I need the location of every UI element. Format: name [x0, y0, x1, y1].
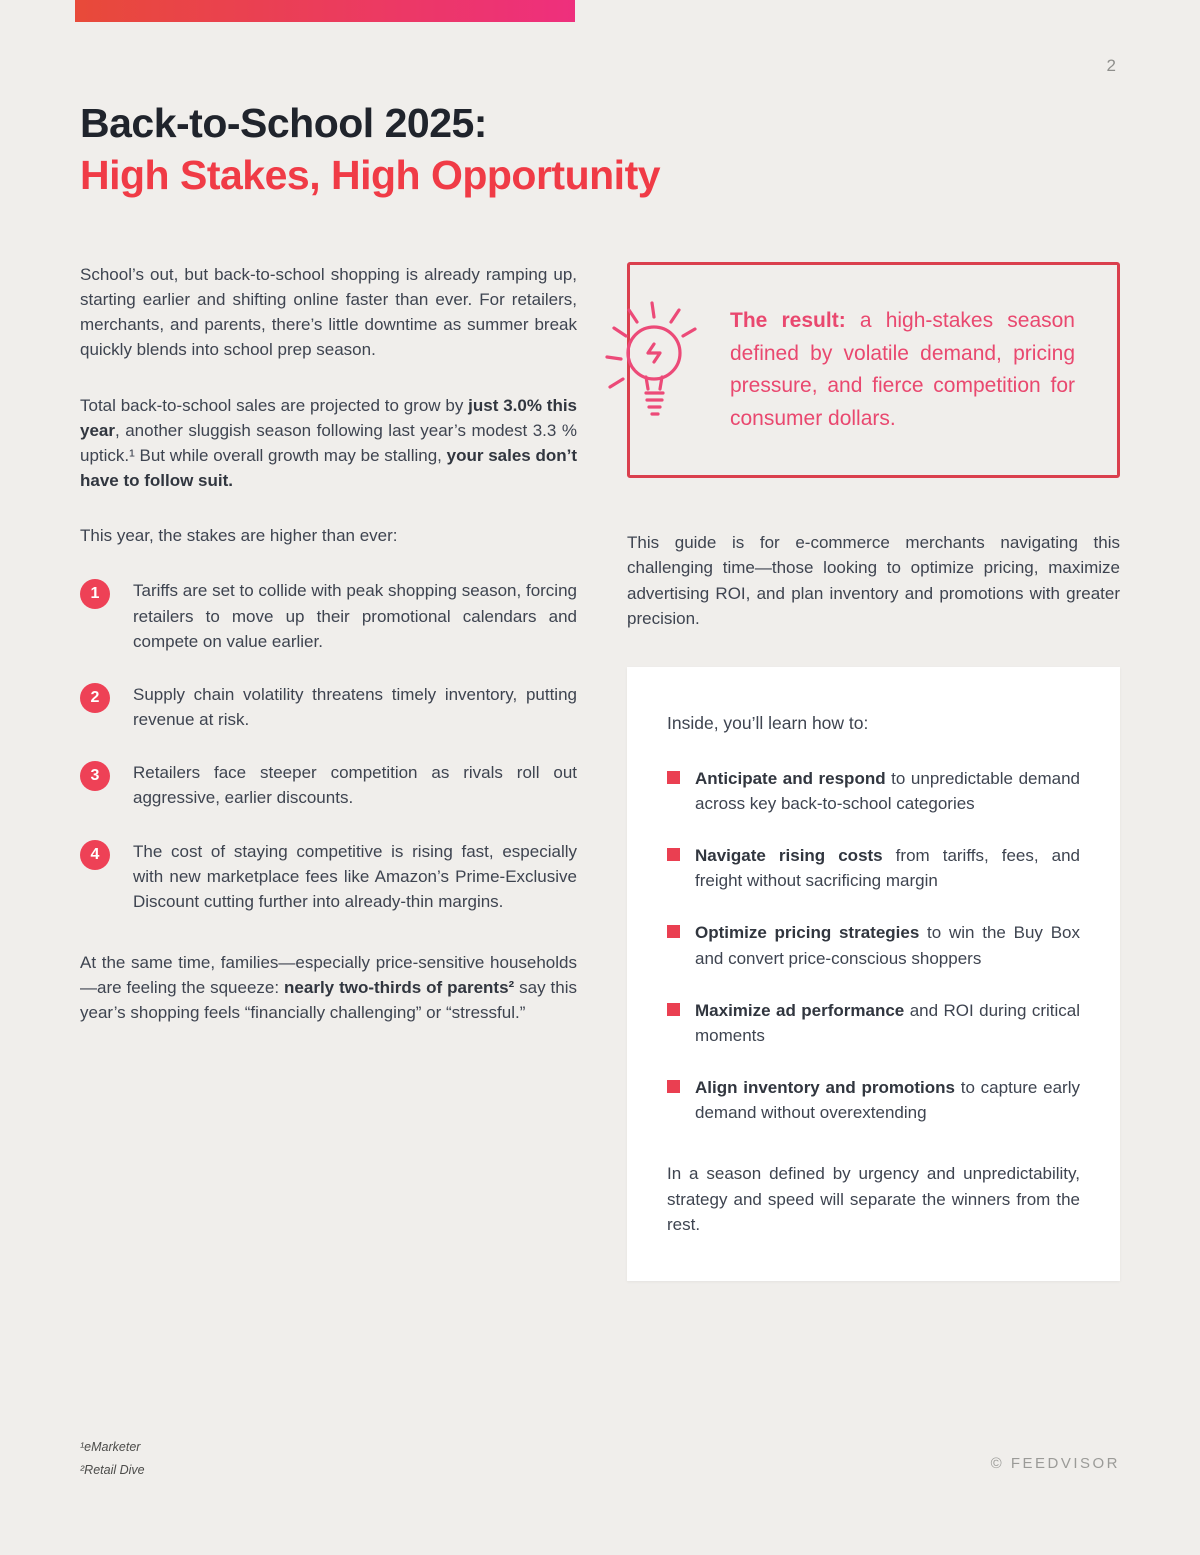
learning-bullet-1 [667, 766, 1080, 816]
list-item-2-text: Supply chain volatility threatens timely inventory, putting revenue at risk. [133, 684, 577, 730]
learnings-intro: Inside, you’ll learn how to: [667, 712, 869, 733]
learning-bullet-2-rest: from tariffs, fees, and freight without sacrificing margin [695, 846, 1080, 891]
growth-text-2: , another sluggish season following last year’s modest 3.3 % uptick.¹ But while overall growth may be stalling, [80, 420, 577, 465]
page-title-line2: High Stakes, High Opportunity [80, 151, 661, 198]
families-bold: nearly two-thirds of parents² [284, 978, 515, 998]
page-title [80, 98, 660, 201]
square-bullet-icon [667, 1080, 680, 1093]
learning-bullet-4 [667, 998, 1080, 1048]
learning-bullet-5-rest: to capture early demand without overextending [695, 1078, 1080, 1123]
accent-gradient-bar [75, 0, 575, 22]
right-column [627, 262, 1120, 1281]
page-number: 2 [1106, 56, 1116, 75]
square-bullet-icon [667, 848, 680, 861]
list-item-4-text: The cost of staying competitive is rising fast, especially with new marketplace fees like Amazon’s Prime-Exclusive Discount cutting further into already-thin margins. [133, 841, 577, 911]
list-item-1-text: Tariffs are set to collide with peak shopping season, forcing retailers to move up their promotional calendars and compete on value earlier. [133, 581, 577, 651]
footnote-1: ¹eMarketer [80, 1440, 141, 1454]
list-item-3-text: Retailers face steeper competition as rivals roll out aggressive, earlier discounts. [133, 763, 577, 808]
footnote-2: ²Retail Dive [80, 1462, 145, 1477]
growth-bold-1: just 3.0% this year [80, 395, 577, 440]
number-badge-4: 4 [80, 840, 110, 870]
learning-bullet-5-bold: Align inventory and promotions [695, 1078, 955, 1098]
families-text-2: say this year’s shopping feels “financially challenging” or “stressful.” [80, 978, 578, 1023]
square-bullet-icon [667, 771, 680, 784]
learning-bullet-1-bold: Anticipate and respond [695, 768, 886, 788]
list-item-3 [80, 760, 577, 810]
feedvisor-brand: © FEEDVISOR [990, 1455, 1120, 1472]
lightbulb-icon [600, 299, 710, 434]
guide-paragraph: This guide is for e-commerce merchants navigating this challenging time—those looking to optimize pricing, maximize advertising ROI, and plan inventory and promotions with greater precision. [627, 533, 1120, 628]
learning-bullet-3-bold: Optimize pricing strategies [695, 923, 920, 943]
growth-bold-2: your sales don’t have to follow suit. [80, 445, 577, 491]
page-title-line1: Back-to-School 2025: [80, 100, 487, 146]
square-bullet-icon [667, 1003, 680, 1016]
number-badge-2: 2 [80, 683, 110, 713]
learning-bullet-3-rest: to win the Buy Box and convert price-conscious shoppers [695, 923, 1080, 968]
learning-bullet-4-bold: Maximize ad performance [695, 1000, 905, 1020]
number-badge-1: 1 [80, 579, 110, 609]
growth-text-1: Total back-to-school sales are projected to grow by [80, 395, 469, 415]
result-callout-lead: The result: [730, 309, 846, 332]
learning-bullet-3-text [695, 920, 1080, 970]
list-item-1 [80, 578, 577, 653]
result-callout-box [627, 262, 1120, 478]
result-callout-body: a high-stakes season defined by volatile demand, pricing pressure, and fierce competition for consumer dollars. [730, 309, 1075, 430]
learning-bullet-3 [667, 920, 1080, 970]
left-column [80, 262, 577, 1055]
intro-paragraph: School’s out, but back-to-school shopping is already ramping up, starting earlier and shifting online faster than ever. For retailers, merchants, and parents, there’s little downtime as summer break quickly blends into school prep season. [80, 265, 577, 360]
stakes-lead-in: This year, the stakes are higher than ever: [80, 526, 398, 546]
learning-bullet-2-bold: Navigate rising costs [695, 846, 883, 866]
growth-paragraph [80, 393, 577, 494]
learning-bullet-4-rest: and ROI during critical moments [695, 1000, 1080, 1045]
learnings-card [627, 667, 1120, 1281]
learning-bullet-1-rest: to unpredictable demand across key back-to-school categories [695, 768, 1080, 813]
families-paragraph [80, 950, 577, 1025]
learning-bullet-5-text [695, 1075, 1080, 1125]
learning-bullet-2 [667, 843, 1080, 893]
list-item-2 [80, 682, 577, 732]
learning-bullet-2-text [695, 843, 1080, 893]
list-item-4 [80, 839, 577, 914]
result-callout-text [730, 305, 1075, 435]
learning-bullet-4-text [695, 998, 1080, 1048]
families-text-1: At the same time, families—especially price-sensitive households—are feeling the squeeze: [80, 952, 577, 998]
learning-bullet-1-text [695, 766, 1080, 816]
footnotes [80, 1436, 145, 1481]
number-badge-3: 3 [80, 761, 110, 791]
learning-bullet-5 [667, 1075, 1080, 1125]
learnings-outro: In a season defined by urgency and unpredictability, strategy and speed will separate the winners from the rest. [667, 1164, 1080, 1234]
square-bullet-icon [667, 925, 680, 938]
